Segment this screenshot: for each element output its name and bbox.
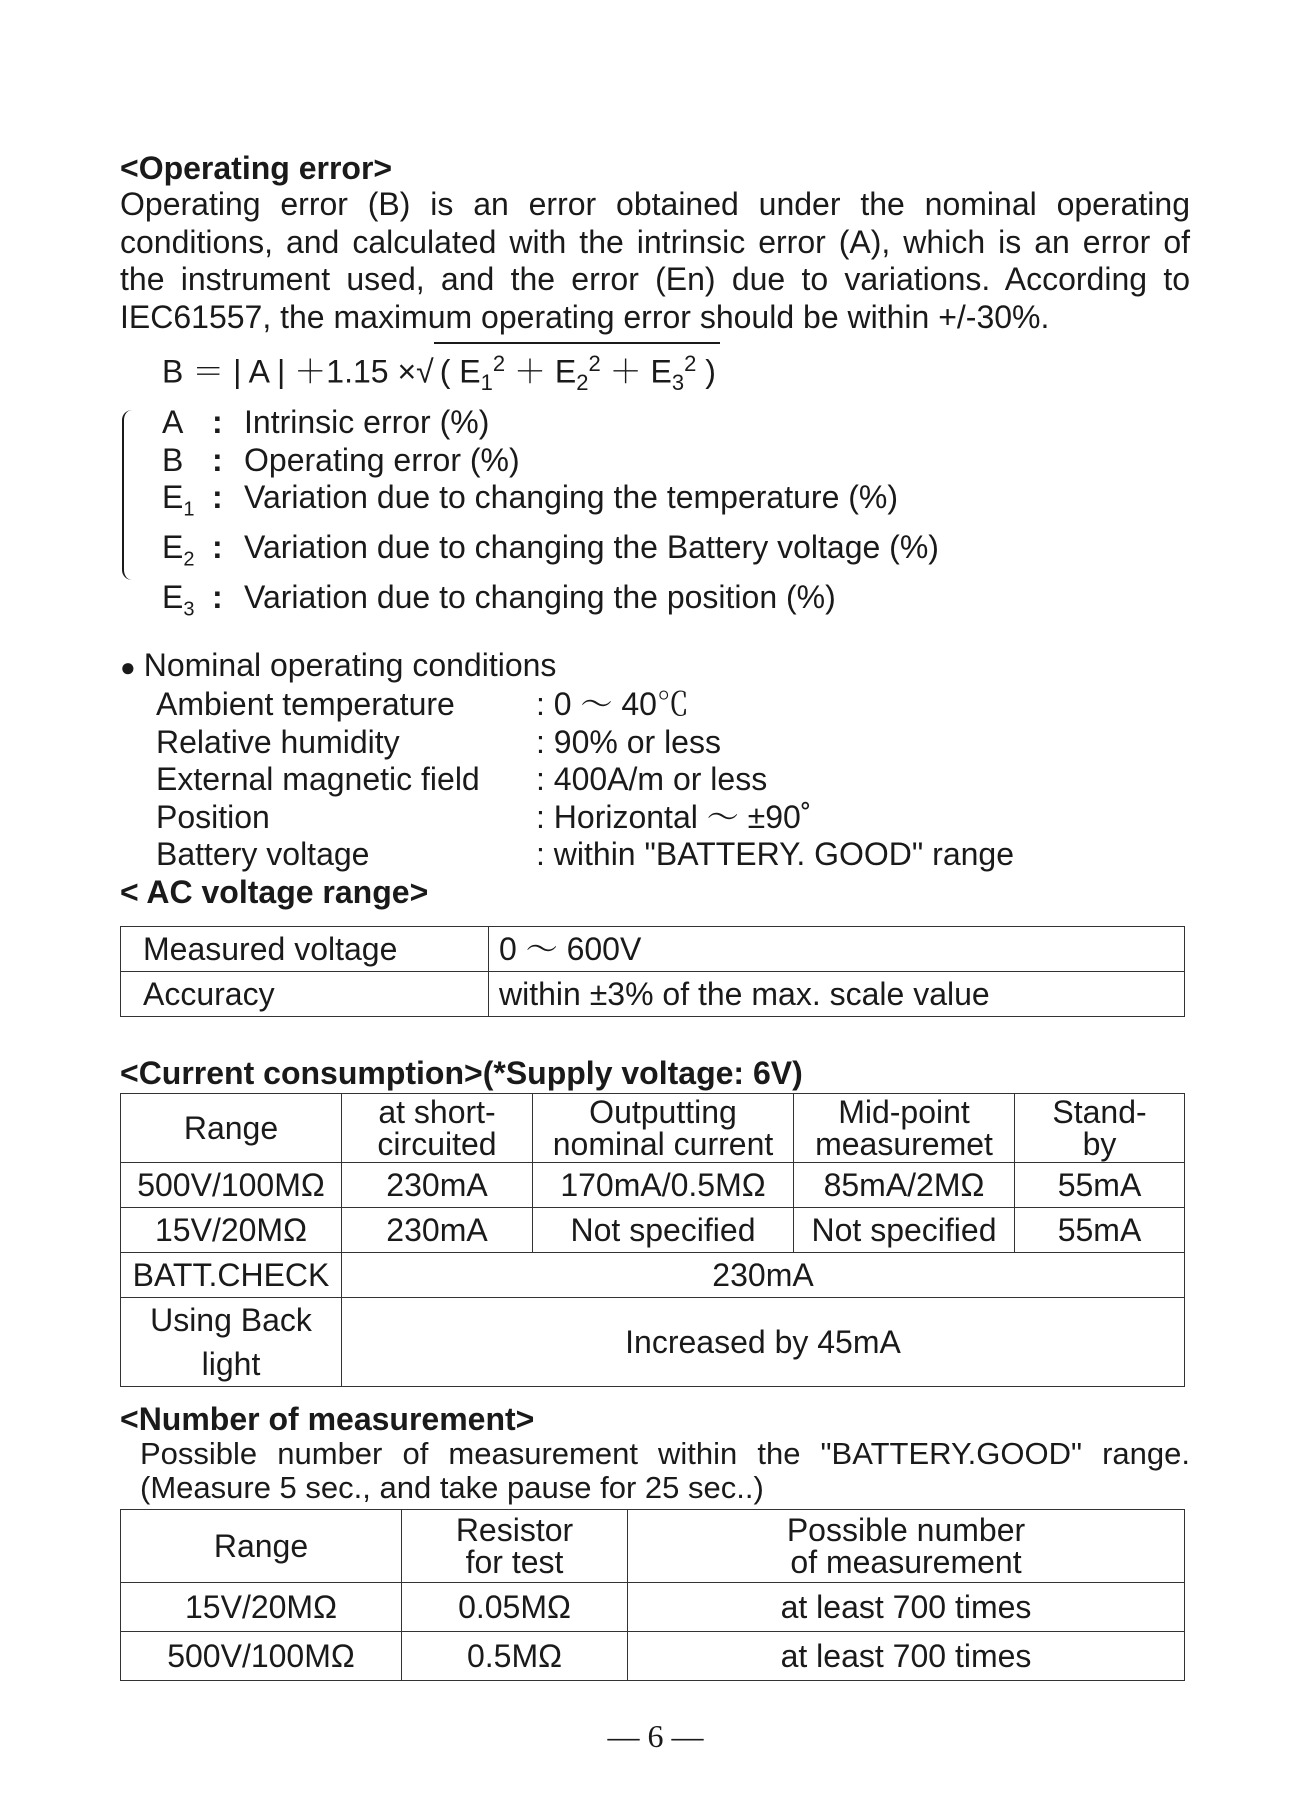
definitions-list: [120, 404, 1190, 629]
number-of-measurement-table: [120, 1509, 1185, 1681]
definition-text: Intrinsic error (%): [244, 404, 490, 440]
formula-lhs: B: [162, 353, 184, 390]
definition-row: [162, 529, 1190, 579]
table-cell: within ±3% of the max. scale value: [489, 971, 1185, 1016]
header-line: circuited: [377, 1125, 497, 1162]
definition-colon: :: [212, 578, 223, 615]
header-line: at short-: [378, 1093, 496, 1130]
condition-row: [120, 724, 1190, 762]
table-cell: 500V/100MΩ: [121, 1162, 342, 1207]
number-of-measurement-heading: <Number of measurement>: [120, 1400, 535, 1437]
formula-e3: E: [650, 353, 672, 390]
symbol-letter: E: [162, 578, 184, 615]
sqrt-symbol: √: [416, 353, 434, 390]
symbol-letter: E: [162, 528, 184, 565]
formula-plus: ＋: [609, 353, 642, 390]
symbol-letter: B: [162, 441, 184, 478]
table-cell: Not specified: [533, 1207, 794, 1252]
header-cell: [121, 1509, 402, 1582]
formula-abs-right: |: [277, 353, 286, 390]
table-cell: Accuracy: [121, 971, 489, 1016]
header-line: for test: [465, 1543, 564, 1580]
formula-paren-open: (: [439, 353, 451, 390]
definition-row: [162, 479, 1190, 529]
table-cell: 500V/100MΩ: [121, 1631, 402, 1680]
table-cell: 230mA: [342, 1207, 533, 1252]
definition-symbol: [162, 442, 212, 480]
definition-text: Variation due to changing the temperature (%): [244, 479, 899, 515]
symbol-index: 2: [183, 548, 195, 571]
definition-symbol: [162, 404, 212, 442]
table-cell: 15V/20MΩ: [121, 1207, 342, 1252]
header-cell: [533, 1093, 794, 1162]
number-of-measurement-paragraph: Possible number of measurement within the "BATTERY.GOOD" range.(Measure 5 sec., and take pause for 25 sec..): [140, 1435, 1190, 1505]
symbol-index: 1: [183, 498, 195, 521]
formula-paren-close: ): [705, 353, 716, 390]
symbol-letter: E: [162, 479, 184, 515]
page-number: — 6 —: [607, 1718, 704, 1754]
formula-e2-exp: 2: [588, 351, 601, 376]
table-cell: 85mA/2MΩ: [794, 1162, 1015, 1207]
left-brace: [122, 410, 134, 580]
header-line: Range: [183, 1109, 279, 1146]
definition-symbol: [162, 529, 212, 579]
table-cell: 170mA/0.5MΩ: [533, 1162, 794, 1207]
table-cell: Measured voltage: [121, 926, 489, 971]
header-cell: [794, 1093, 1015, 1162]
formula-a: A: [248, 353, 269, 390]
condition-label: Battery voltage: [156, 836, 370, 873]
formula-coefficient: 1.15: [326, 353, 389, 390]
table-cell: Increased by 45mA: [342, 1297, 1185, 1386]
condition-row: [120, 686, 1190, 724]
definition-colon: :: [212, 528, 223, 565]
definition-text: Variation due to changing the position (%): [244, 578, 836, 615]
table-cell: 230mA: [342, 1162, 533, 1207]
table-cell: 55mA: [1015, 1162, 1185, 1207]
table-cell: 15V/20MΩ: [121, 1582, 402, 1631]
condition-label: Ambient temperature: [156, 686, 455, 723]
condition-value: : 400A/m or less: [536, 761, 768, 798]
header-line: nominal current: [552, 1125, 774, 1162]
table-cell: 0.5MΩ: [402, 1631, 628, 1680]
formula-plus: ＋: [294, 353, 327, 390]
formula-e2: E: [554, 353, 577, 390]
table-row: [121, 971, 1185, 1016]
header-line: by: [1082, 1125, 1117, 1162]
header-line: Stand-: [1052, 1093, 1147, 1130]
operating-error-formula: [162, 342, 1190, 396]
ac-voltage-table: [120, 926, 1185, 1017]
table-cell: BATT.CHECK: [121, 1252, 342, 1297]
condition-row: [120, 761, 1190, 799]
formula-abs-left: |: [233, 353, 242, 390]
definition-symbol: [162, 579, 212, 629]
condition-value: : 0 ～ 40℃: [536, 686, 689, 723]
definition-colon: :: [212, 404, 223, 440]
formula-equals: ＝: [192, 353, 225, 390]
formula-plus: ＋: [513, 353, 546, 390]
table-row: [121, 1582, 1185, 1631]
header-cell: [628, 1509, 1185, 1582]
definition-symbol: [162, 479, 212, 529]
condition-value: : within "BATTERY. GOOD" range: [536, 836, 1014, 873]
header-line: measuremet: [815, 1125, 993, 1162]
header-line: of measurement: [790, 1543, 1022, 1580]
condition-row: [120, 836, 1190, 874]
operating-error-heading: <Operating error>: [120, 150, 393, 186]
table-cell: Not specified: [794, 1207, 1015, 1252]
formula-times: ×: [397, 353, 417, 390]
header-line: Mid-point: [838, 1093, 970, 1130]
definition-text: Operating error (%): [244, 441, 520, 478]
formula-e1: E: [459, 353, 481, 390]
table-cell: at least 700 times: [628, 1631, 1185, 1680]
table-cell: 55mA: [1015, 1207, 1185, 1252]
table-cell: 230mA: [342, 1252, 1185, 1297]
header-line: Resistor: [455, 1511, 574, 1548]
table-row: [121, 926, 1185, 971]
table-row: [121, 1252, 1185, 1297]
condition-value: : Horizontal ～ ±90˚: [536, 798, 812, 835]
formula-e3-index: 3: [671, 370, 685, 396]
header-line: Range: [213, 1527, 309, 1564]
header-cell: [342, 1093, 533, 1162]
symbol-index: 3: [183, 598, 195, 621]
ac-voltage-heading: < AC voltage range>: [120, 873, 429, 910]
header-cell: [402, 1509, 628, 1582]
table-cell: 0 ～ 600V: [489, 926, 1185, 971]
condition-label: Position: [156, 798, 270, 835]
current-consumption-table: [120, 1093, 1185, 1387]
condition-label: External magnetic field: [156, 761, 480, 798]
formula-e1-index: 1: [480, 370, 493, 396]
condition-value: : 90% or less: [536, 723, 721, 760]
table-header-row: [121, 1093, 1185, 1162]
table-cell: Using Back light: [121, 1297, 342, 1386]
header-cell: [121, 1093, 342, 1162]
symbol-letter: A: [162, 404, 184, 440]
definition-colon: :: [212, 479, 223, 515]
table-cell: at least 700 times: [628, 1582, 1185, 1631]
formula-e2-index: 2: [576, 370, 589, 396]
nominal-conditions-label: Nominal operating conditions: [143, 646, 557, 683]
condition-row: [120, 799, 1190, 837]
definition-row: [162, 404, 1190, 442]
formula-e1-exp: 2: [492, 351, 506, 376]
definition-row: [162, 579, 1190, 629]
table-cell: 0.05MΩ: [402, 1582, 628, 1631]
definition-text: Variation due to changing the Battery voltage (%): [244, 528, 939, 565]
table-header-row: [121, 1509, 1185, 1582]
operating-error-paragraph: Operating error (B) is an error obtained under the nominal operating conditions, and calculated with the intrinsic error (A), which is an error of the instrument used, and the error (En) due to variations. According to IEC61557, the maximum operating error should be within +/-30%.: [120, 186, 1190, 335]
sqrt-body: [434, 342, 720, 403]
header-line: Possible number: [786, 1511, 1026, 1548]
table-row: [121, 1631, 1185, 1680]
table-row: [121, 1207, 1185, 1252]
nominal-conditions-title: [120, 647, 1190, 687]
condition-label: Relative humidity: [156, 723, 400, 760]
formula-e3-exp: 2: [684, 351, 697, 376]
bullet-icon: ●: [120, 651, 136, 682]
header-line: Outputting: [589, 1093, 737, 1130]
page-content: [120, 150, 1190, 1681]
definition-row: [162, 442, 1190, 480]
nominal-conditions: [120, 647, 1190, 874]
definition-colon: :: [212, 441, 223, 478]
table-row: [121, 1297, 1185, 1386]
table-row: [121, 1162, 1185, 1207]
current-consumption-heading: <Current consumption>(*Supply voltage: 6V): [120, 1054, 803, 1091]
header-cell: [1015, 1093, 1185, 1162]
